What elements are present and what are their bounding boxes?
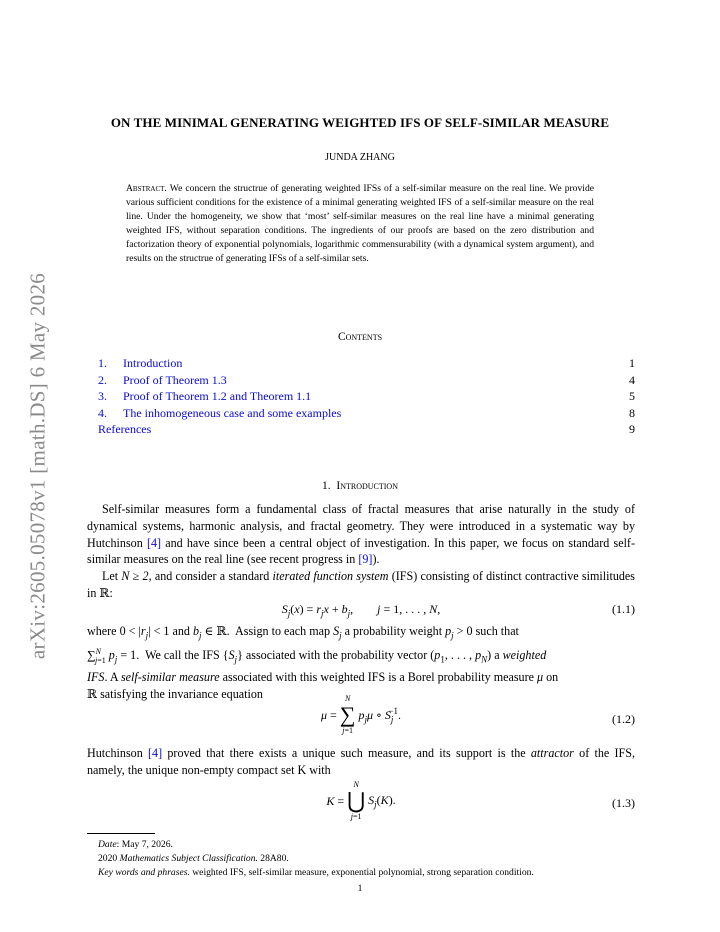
text-run: ). — [372, 552, 380, 567]
section-number: 1. — [322, 480, 331, 492]
toc-label[interactable]: The inhomogeneous case and some examples — [123, 405, 342, 420]
section-title: Introduction — [336, 480, 398, 492]
text-run: proved that there exists a unique such measure, and its support is the — [162, 746, 531, 760]
intro-paragraph-3: where $0 < |r_j| < 1$ and $b_j$ ∈ ℝ. Assign to each map $S_j$ a probability weight $p_j > 0$ such that ∑$^N_{j=1}$ $p_j = 1$. We call the IFS $\{S_j\}$ associated with the probability vector ($p_1$, . . . , $p_N$) a weighted IFS. A self-similar measure associated with this weighted IFS is a Borel probability measure μ on ℝ satisfying the invariance equation — [87, 623, 635, 703]
footnote-text: : May 7, 2026. — [116, 839, 173, 850]
equation-body: K = N ⋃ j=1 $S_j(K)$. — [326, 780, 396, 821]
equation-number: (1.2) — [612, 712, 635, 726]
equation-body: μ = N ∑ j=1 $p_j\mu$ ∘ $S_j^{-1}$. — [320, 694, 402, 735]
toc-number: 1. — [98, 356, 107, 370]
section-heading — [0, 480, 720, 492]
toc-item-proof-thm-1-3[interactable] — [98, 373, 635, 390]
page-number: 1 — [357, 883, 363, 894]
footnote-date — [98, 839, 658, 850]
footnote-keywords — [98, 867, 658, 878]
defined-term: iterated function system — [272, 569, 389, 583]
abstract-text: We concern the structrue of generating weighted IFSs of a self-similar measure on the real line. We provide various sufficient conditions for the existence of a minimal generating weighted IFS of a self-similar measure on the real line. Under the homogeneity, we show that ‘most’ self-similar measures on the real line have a minimal generating weighted IFS, without separation conditions. The ingredients of our proofs are based on the zero distribution and factorization theory of exponential polynomials, logarithmic commensurability (with a dynamical system argument), and results on the structrue of generating IFSs of a self-similar sets. — [126, 183, 594, 265]
footnote-label: Date — [98, 839, 117, 850]
citation-link[interactable]: [4] — [148, 746, 163, 760]
text-run: Self-similar measures form a fundamental class of fractal measures that arise naturally in the study of dynamical systems, harmonic analysis, and fractal geometry. They were introduced in a systematic way by Hutchinson — [87, 502, 635, 550]
toc-page: 1 — [629, 356, 635, 370]
defined-term: attractor — [530, 746, 574, 760]
intro-paragraph-4 — [87, 745, 635, 779]
toc-label[interactable]: Proof of Theorem 1.2 and Theorem 1.1 — [123, 389, 312, 403]
toc-label[interactable]: References — [98, 422, 152, 436]
footnote-rule — [87, 833, 155, 834]
abstract-label: Abstract. — [126, 183, 167, 194]
text-run: , and consider a standard — [148, 569, 273, 583]
equation-number: (1.3) — [612, 796, 635, 810]
equation-1-3 — [87, 780, 635, 826]
equation-number: (1.1) — [612, 602, 635, 616]
toc-page: 9 — [629, 422, 635, 436]
text-run: and have since been a central object of investigation. In this paper, we focus on standard self-similar measures on the real line (see recent progress in — [87, 535, 635, 567]
text-run: of the IFS, namely, the unique non-empty compact set K with — [87, 746, 635, 777]
toc-item-proof-thm-1-2[interactable] — [98, 389, 635, 406]
paper-title: ON THE MINIMAL GENERATING WEIGHTED IFS OF SELF-SIMILAR MEASURE — [110, 115, 610, 130]
footnote-msc — [98, 853, 658, 864]
toc-number: 3. — [98, 389, 107, 403]
toc-page: 4 — [629, 372, 635, 387]
footnote-text: 2020 — [98, 853, 120, 864]
text-run: Hutchinson — [87, 746, 149, 760]
defined-term: self-similar measure — [120, 670, 220, 685]
arxiv-identifier: arXiv:2605.05078v1 [math.DS] 6 May 2026 — [25, 272, 50, 660]
footnote-label: Mathematics Subject Classification. — [119, 853, 258, 864]
footnote-label: Key words and phrases. — [98, 867, 190, 878]
toc-item-inhomogeneous-case[interactable] — [98, 406, 635, 423]
equation-body: $S_j(x) = r_jx + b_j$, j = 1, . . . , N, — [281, 602, 441, 619]
citation-link[interactable]: [4] — [146, 535, 162, 550]
intro-paragraph-1 — [87, 501, 635, 568]
contents-heading: Contents — [337, 331, 383, 343]
toc-number: 4. — [98, 405, 107, 420]
defined-term: weighted — [502, 648, 547, 663]
toc-page: 5 — [629, 389, 635, 403]
math-inline: N ≥ 2 — [121, 569, 149, 583]
equation-1-2 — [87, 694, 635, 742]
toc-item-introduction[interactable] — [98, 356, 635, 373]
arxiv-watermark — [24, 246, 52, 686]
toc-label[interactable]: Introduction — [123, 356, 183, 370]
footnote-text: 28A80. — [257, 853, 289, 864]
text-run: (IFS) consisting of distinct contractive similitudes in ℝ: — [87, 569, 635, 600]
toc-item-references[interactable] — [98, 422, 635, 439]
text-run: ℝ satisfying the invariance equation — [87, 687, 263, 702]
text-run: Let — [102, 569, 122, 583]
toc-label[interactable]: Proof of Theorem 1.3 — [123, 372, 227, 387]
footnote-text: weighted IFS, self-similar measure, exponential polynomial, strong separation condition. — [189, 867, 534, 878]
citation-link[interactable]: [9] — [358, 552, 373, 567]
toc-page: 8 — [629, 405, 635, 420]
table-of-contents — [98, 356, 635, 439]
intro-paragraph-2 — [87, 568, 635, 602]
abstract — [126, 182, 594, 267]
toc-number: 2. — [98, 372, 107, 387]
author-name: JUNDA ZHANG — [325, 152, 395, 163]
